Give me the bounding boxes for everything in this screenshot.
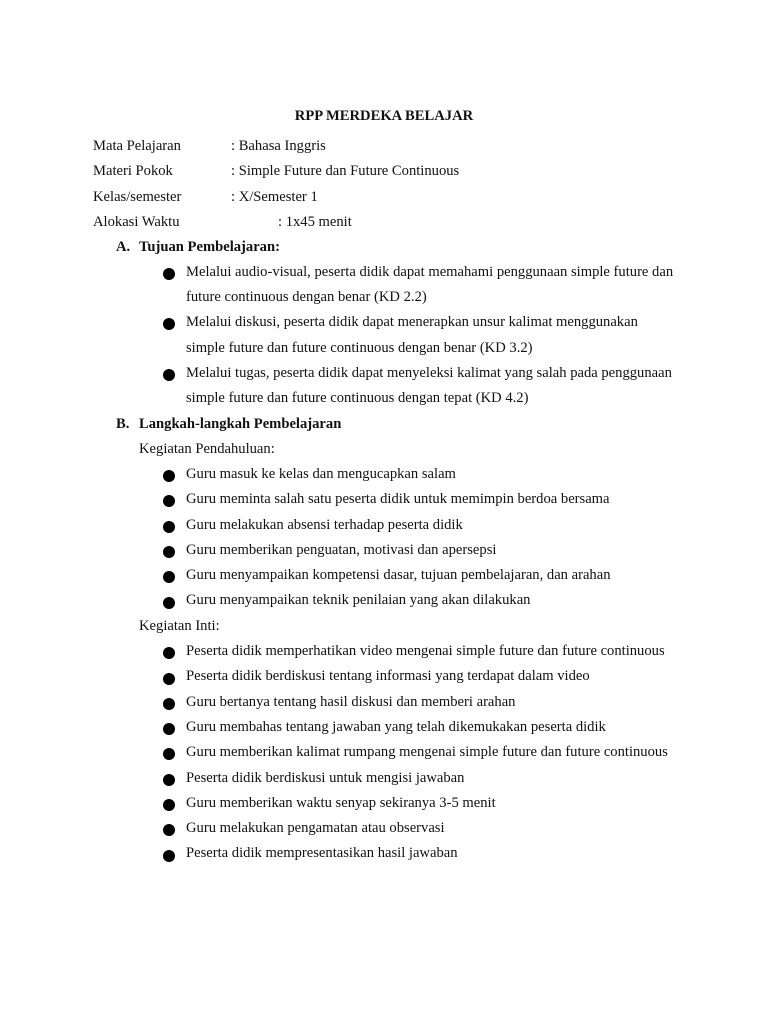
introduction-activity-list <box>93 462 713 614</box>
list-item <box>93 487 676 512</box>
section-learning-objectives <box>93 237 713 414</box>
meta-label: Materi Pokok <box>93 163 173 180</box>
list-item <box>93 260 676 311</box>
list-item-text: Melalui tugas, peserta didik dapat menyeleksi kalimat yang salah pada penggunaan simple future dan future continuous dengan tepat (KD 4.2) <box>186 364 672 407</box>
list-item <box>93 841 676 866</box>
section-letter: B. <box>116 416 130 432</box>
meta-value: : X/Semester 1 <box>231 188 318 205</box>
meta-value: : Simple Future dan Future Continuous <box>231 163 460 180</box>
meta-label: Alokasi Waktu <box>93 213 180 230</box>
section-learning-steps <box>93 414 713 869</box>
bullet-icon <box>163 799 175 811</box>
list-item-text: Peserta didik mempresentasikan hasil jawaban <box>186 845 458 862</box>
objective-list <box>93 260 713 412</box>
section-title: Langkah-langkah Pembelajaran <box>139 416 342 432</box>
document-title: RPP MERDEKA BELAJAR <box>294 108 474 124</box>
list-item-text: Guru melakukan pengamatan atau observasi <box>186 820 445 837</box>
list-item-text: Guru memberikan penguatan, motivasi dan apersepsi <box>186 541 497 558</box>
list-item-text: Guru menyampaikan kompetensi dasar, tujuan pembelajaran, dan arahan <box>186 567 611 584</box>
bullet-icon <box>163 673 175 685</box>
list-item <box>93 715 676 740</box>
list-item <box>93 791 676 816</box>
bullet-icon <box>163 571 175 583</box>
list-item-text: Guru melakukan absensi terhadap peserta didik <box>186 516 463 533</box>
list-item <box>93 361 676 412</box>
bullet-icon <box>163 597 175 609</box>
section-heading <box>93 414 713 439</box>
list-item-text: Peserta didik berdiskusi tentang informasi yang terdapat dalam video <box>186 668 590 685</box>
bullet-icon <box>163 470 175 482</box>
list-item-text: Guru memberikan waktu senyap sekiranya 3-5 menit <box>186 794 496 811</box>
list-item <box>93 740 676 765</box>
bullet-icon <box>163 748 175 760</box>
list-item <box>93 588 676 613</box>
bullet-icon <box>163 521 175 533</box>
bullet-icon <box>163 723 175 735</box>
list-item-text: Guru memberikan kalimat rumpang mengenai simple future dan future continuous <box>186 744 668 761</box>
list-item <box>93 690 676 715</box>
list-item <box>93 766 676 791</box>
subsection-heading-core: Kegiatan Inti: <box>139 618 220 635</box>
list-item-text: Guru meminta salah satu peserta didik untuk memimpin berdoa bersama <box>186 491 610 508</box>
meta-value: : Bahasa Inggris <box>231 138 326 154</box>
section-title: Tujuan Pembelajaran: <box>139 239 280 255</box>
list-item-text: Guru menyampaikan teknik penilaian yang akan dilakukan <box>186 592 531 609</box>
meta-value: : 1x45 menit <box>278 213 352 230</box>
list-item <box>93 639 676 664</box>
bullet-icon <box>163 698 175 710</box>
list-item <box>93 538 676 563</box>
list-item-text: Guru masuk ke kelas dan mengucapkan salam <box>186 466 456 482</box>
list-item-text: Guru bertanya tentang hasil diskusi dan memberi arahan <box>186 693 516 710</box>
list-item <box>93 816 676 841</box>
bullet-icon <box>163 824 175 836</box>
bullet-icon <box>163 850 175 862</box>
list-item <box>93 462 676 487</box>
meta-label: Kelas/semester <box>93 188 182 205</box>
list-item-text: Guru membahas tentang jawaban yang telah dikemukakan peserta didik <box>186 718 606 735</box>
list-item <box>93 563 676 588</box>
list-item-text: Peserta didik memperhatikan video mengenai simple future dan future continuous <box>186 643 665 660</box>
list-item <box>93 513 676 538</box>
bullet-icon <box>163 318 175 330</box>
section-letter: A. <box>116 239 131 255</box>
bullet-icon <box>163 546 175 558</box>
list-item-text: Melalui diskusi, peserta didik dapat menerapkan unsur kalimat menggunakan simple future dan future continuous dengan benar (KD 3.2) <box>186 314 638 356</box>
bullet-icon <box>163 268 175 280</box>
section-heading <box>93 237 713 262</box>
bullet-icon <box>163 774 175 786</box>
bullet-icon <box>163 369 175 381</box>
bullet-icon <box>163 647 175 659</box>
list-item-text: Peserta didik berdiskusi untuk mengisi jawaban <box>186 769 465 786</box>
meta-label: Mata Pelajaran <box>93 138 181 154</box>
list-item-text: Melalui audio-visual, peserta didik dapat memahami penggunaan simple future dan future continuous dengan benar (KD 2.2) <box>186 263 674 305</box>
list-item <box>93 310 676 361</box>
bullet-icon <box>163 495 175 507</box>
core-activity-list <box>93 639 713 867</box>
list-item <box>93 664 676 689</box>
subsection-heading-introduction: Kegiatan Pendahuluan: <box>139 441 275 458</box>
